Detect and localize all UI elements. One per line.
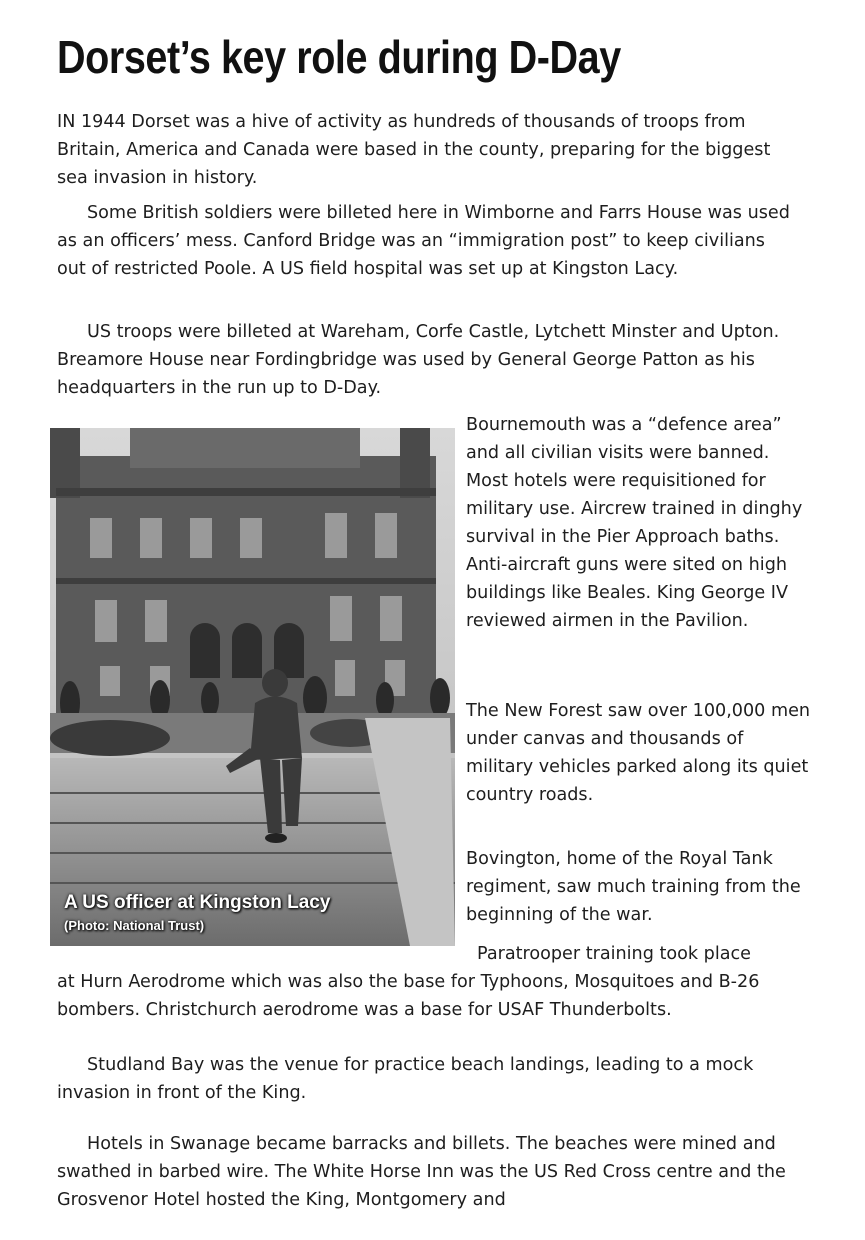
paragraph-6: Bovington, home of the Royal Tank regiment, saw much training from the beginning of the war. (466, 849, 801, 925)
paragraph-3: US troops were billeted at Wareham, Corfe Castle, Lytchett Minster and Upton. Breamore House near Fordingbridge was used by General George Patton as his headquarters in the run up to D-Day. (57, 322, 780, 398)
photo-kingston-lacy (50, 428, 455, 946)
caption-text: A US officer at Kingston Lacy (64, 892, 331, 913)
paragraph-7 (57, 940, 797, 1024)
photo-illustration (50, 428, 455, 946)
paragraph-5: The New Forest saw over 100,000 men under canvas and thousands of military vehicles parked along its quiet country roads. (466, 701, 811, 805)
paragraph-4: Bournemouth was a “defence area” and all civilian visits were banned. Most hotels were requisitioned for military use. Aircrew trained in dinghy survival in the Pier Approach baths. Anti-aircraft guns were sited on high buildings like Beales. King George IV reviewed airmen in the Pavilion. (466, 415, 803, 631)
paragraph-7-rest: at Hurn Aerodrome which was also the base for Typhoons, Mosquitoes and B-26 bombers. Christchurch aerodrome was a base for USAF Thunderbolts. (57, 972, 760, 1020)
paragraph-7-first-line: Paratrooper training took place (477, 944, 751, 964)
paragraph-2: Some British soldiers were billeted here in Wimborne and Farrs House was used as an officers’ mess. Canford Bridge was an “immigration post” to keep civilians out of restricted Poole. A US field hospital was set up at Kingston Lacy. (57, 203, 790, 279)
photo-caption (64, 892, 330, 933)
paragraph-1: IN 1944 Dorset was a hive of activity as hundreds of thousands of troops from Britain, America and Canada were based in the county, preparing for the biggest sea invasion in history. (57, 112, 771, 188)
paragraph-8: Studland Bay was the venue for practice beach landings, leading to a mock invasion in front of the King. (57, 1055, 754, 1103)
paragraph-9: Hotels in Swanage became barracks and billets. The beaches were mined and swathed in barbed wire. The White Horse Inn was the US Red Cross centre and the Grosvenor Hotel hosted the King, Montgomery and (57, 1134, 786, 1210)
article-title: Dorset’s key role during D-Day (57, 31, 621, 83)
caption-credit: (Photo: National Trust) (64, 918, 205, 933)
